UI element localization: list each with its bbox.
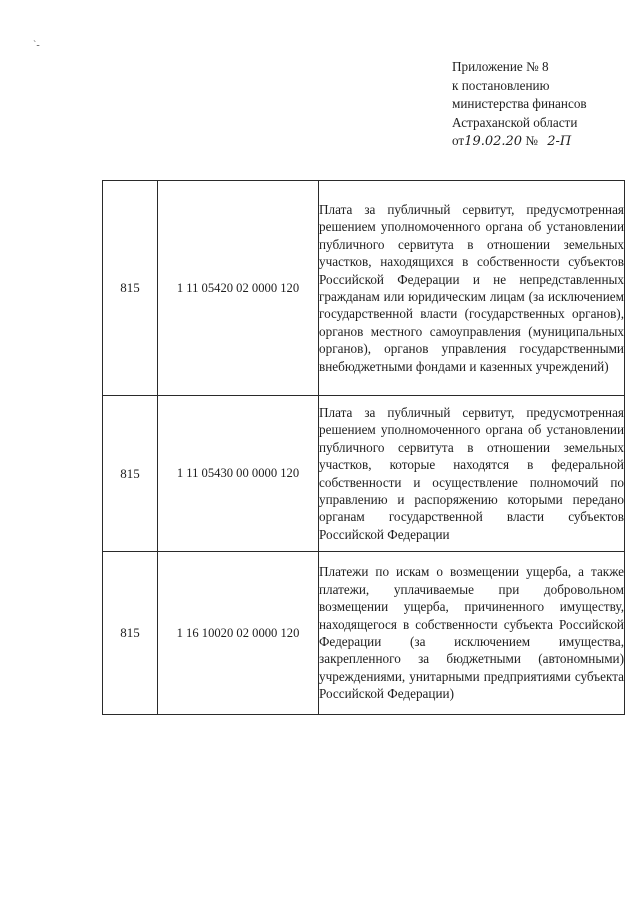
income-code-cell: 1 16 10020 02 0000 120 [158, 552, 319, 715]
description-cell: Платежи по искам о возмещении ущерба, а также платежи, уплачиваемые при добровольном возмещении ущерба, причиненного имуществу, находящегося в собственности субъекта Российской Федерации (за исключением имущества, закрепленного за бюджетными (автономными) учреждениями, унитарными предприятиями субъекта Российской Федерации) [319, 552, 625, 715]
appendix-region-line: Астраханской области [452, 114, 578, 130]
admin-code-cell: 815 [103, 552, 158, 715]
appendix-ministry-line: министерства финансов [452, 96, 587, 111]
income-code-cell: 1 11 05430 00 0000 120 [158, 396, 319, 552]
handwritten-number: 2-П [547, 134, 572, 149]
table-row [103, 181, 625, 396]
table-row [103, 552, 625, 715]
income-code-cell: 1 11 05420 02 0000 120 [158, 181, 319, 396]
description-cell: Плата за публичный сервитут, предусмотренная решением уполномоченного органа об установлении публичного сервитута в отношении земельных участков, находящихся в собственности субъектов Российской Федерации и не непредставленных гражданам или юридическим лицам (за исключением государственной власти (государственных органов), органов местного самоуправления (муниципальных органов), органов управления государственными внебюджетными фондами и казенных учреждений) [319, 181, 625, 396]
budget-codes-table [102, 180, 625, 715]
handwritten-date: 19.02.20 [464, 134, 523, 149]
date-prefix: от [452, 133, 465, 148]
appendix-date-line [452, 132, 627, 152]
number-prefix: № [525, 133, 538, 148]
description-cell: Плата за публичный сервитут, предусмотренная решением уполномоченного органа об установлении публичного сервитута в отношении земельных участков, которые находятся в федеральной собственности и осуществление полномочий по управлению и распоряжению которыми передано органам государственной власти субъектов Российской Федерации [319, 396, 625, 552]
table-row [103, 396, 625, 552]
appendix-header [452, 58, 627, 152]
admin-code-cell: 815 [103, 181, 158, 396]
admin-code-cell: 815 [103, 396, 158, 552]
appendix-decree-line: к постановлению [452, 77, 550, 93]
appendix-title: Приложение № 8 [452, 59, 549, 74]
margin-mark: `- [33, 40, 40, 51]
